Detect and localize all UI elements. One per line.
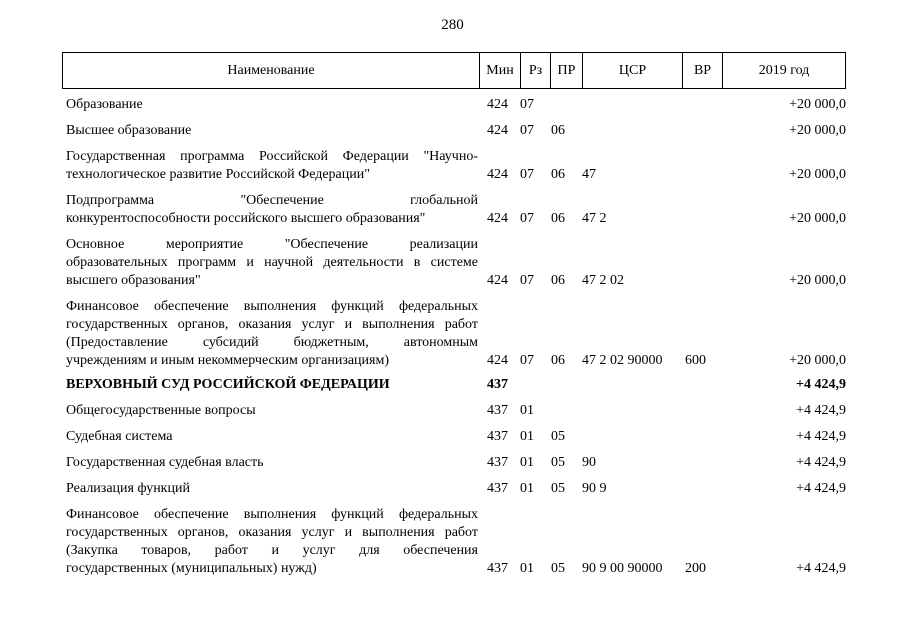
row-name: [66, 480, 478, 498]
row-pr: 05: [551, 561, 565, 576]
row-name-line: государственных органов, оказания услуг и выполнения работ: [66, 525, 478, 540]
row-min: 437: [487, 481, 508, 496]
row-name-line: (Предоставление субсидий бюджетным, автономным: [66, 335, 478, 350]
row-min: 437: [487, 403, 508, 418]
row-name: [66, 298, 478, 370]
row-name-line: государственных органов, оказания услуг и выполнения работ: [66, 317, 478, 332]
row-name-line: ВЕРХОВНЫЙ СУД РОССИЙСКОЙ ФЕДЕРАЦИИ: [66, 377, 390, 392]
row-csr: 47: [582, 167, 596, 182]
header-rz: Рз: [521, 53, 551, 88]
row-min: 424: [487, 273, 508, 288]
page-number: 280: [441, 17, 464, 33]
row-pr: 06: [551, 273, 565, 288]
row-pr: 06: [551, 123, 565, 138]
row-rz: 01: [520, 455, 534, 470]
row-name-line: технологическое развитие Российской Федерации": [66, 167, 370, 182]
row-name-line: Реализация функций: [66, 481, 190, 496]
row-amount: +4 424,9: [796, 403, 846, 418]
row-name-line: учреждениям и иным некоммерческим организациям): [66, 353, 390, 368]
row-vr: 200: [685, 561, 706, 576]
row-csr: 90: [582, 455, 596, 470]
row-name: [66, 506, 478, 578]
row-rz: 07: [520, 97, 534, 112]
row-name-line: Финансовое обеспечение выполнения функций федеральных: [66, 507, 478, 522]
row-rz: 07: [520, 123, 534, 138]
row-amount: +20 000,0: [789, 273, 846, 288]
row-amount: +20 000,0: [789, 211, 846, 226]
row-csr: 47 2 02 90000: [582, 353, 663, 368]
row-min: 437: [487, 429, 508, 444]
row-amount: +20 000,0: [789, 123, 846, 138]
row-name: [66, 454, 478, 472]
row-amount: +4 424,9: [796, 377, 846, 392]
row-name-line: Судебная система: [66, 429, 173, 444]
row-csr: 90 9: [582, 481, 607, 496]
table-header: [62, 52, 846, 89]
row-name: [66, 122, 478, 140]
row-rz: 01: [520, 429, 534, 444]
row-name: [66, 236, 478, 290]
row-rz: 07: [520, 211, 534, 226]
row-name: [66, 148, 478, 184]
row-name-line: Общегосударственные вопросы: [66, 403, 256, 418]
row-name: [66, 402, 478, 420]
row-rz: 07: [520, 273, 534, 288]
row-rz: 01: [520, 561, 534, 576]
header-min: Мин: [480, 53, 521, 88]
row-min: 424: [487, 123, 508, 138]
row-amount: +4 424,9: [796, 561, 846, 576]
row-min: 437: [487, 377, 508, 392]
row-min: 424: [487, 353, 508, 368]
row-min: 424: [487, 211, 508, 226]
header-year: 2019 год: [758, 62, 810, 78]
row-name-line: Финансовое обеспечение выполнения функций федеральных: [66, 299, 478, 314]
header-csr: ЦСР: [583, 53, 683, 88]
header-vr: ВР: [683, 53, 723, 88]
row-name-line: (Закупка товаров, работ и услуг для обеспечения: [66, 543, 478, 558]
row-pr: 06: [551, 211, 565, 226]
row-min: 424: [487, 167, 508, 182]
row-min: 437: [487, 455, 508, 470]
row-csr: 90 9 00 90000: [582, 561, 663, 576]
row-amount: +20 000,0: [789, 353, 846, 368]
row-name-line: государственных (муниципальных) нужд): [66, 561, 317, 576]
header-name: Наименование: [63, 53, 480, 88]
row-amount: +4 424,9: [796, 481, 846, 496]
row-min: 424: [487, 97, 508, 112]
row-name-line: Образование: [66, 97, 143, 112]
row-amount: +4 424,9: [796, 429, 846, 444]
row-pr: 06: [551, 353, 565, 368]
row-pr: 05: [551, 481, 565, 496]
header-pr: ПР: [551, 53, 583, 88]
row-name: [66, 428, 478, 446]
row-name-line: Основное мероприятие "Обеспечение реализации: [66, 237, 478, 252]
row-vr: 600: [685, 353, 706, 368]
row-rz: 01: [520, 403, 534, 418]
row-name-line: Подпрограмма "Обеспечение глобальной: [66, 193, 478, 208]
row-csr: 47 2: [582, 211, 607, 226]
row-rz: 07: [520, 353, 534, 368]
row-name-line: Государственная программа Российской Федерации "Научно-: [66, 149, 478, 164]
row-pr: 05: [551, 429, 565, 444]
row-name: [66, 192, 478, 228]
row-amount: +20 000,0: [789, 97, 846, 112]
row-name: [66, 376, 478, 394]
row-name-line: высшего образования": [66, 273, 201, 288]
row-name: [66, 96, 478, 114]
row-name-line: образовательных программ и научной деятельности в системе: [66, 255, 478, 270]
row-name-line: конкурентоспособности российского высшего образования": [66, 211, 426, 226]
row-min: 437: [487, 561, 508, 576]
row-rz: 07: [520, 167, 534, 182]
row-name-line: Высшее образование: [66, 123, 192, 138]
row-csr: 47 2 02: [582, 273, 624, 288]
row-pr: 05: [551, 455, 565, 470]
row-amount: +4 424,9: [796, 455, 846, 470]
row-amount: +20 000,0: [789, 167, 846, 182]
row-pr: 06: [551, 167, 565, 182]
row-rz: 01: [520, 481, 534, 496]
row-name-line: Государственная судебная власть: [66, 455, 264, 470]
